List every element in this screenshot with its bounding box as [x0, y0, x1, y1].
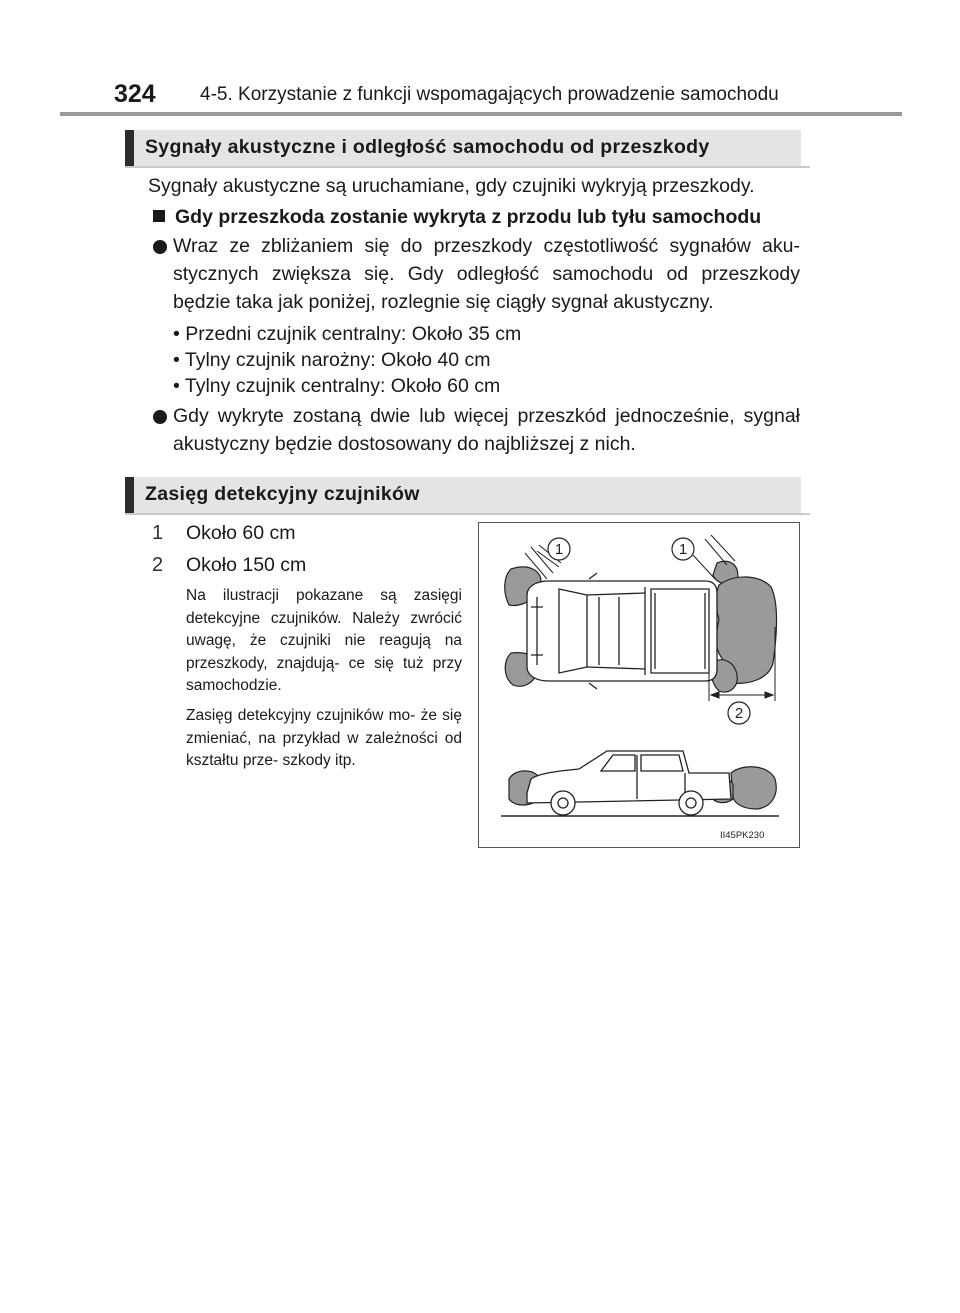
- square-bullet-icon: [153, 210, 165, 222]
- sensor-range-figure: [478, 522, 800, 848]
- callout-label: 1: [554, 541, 564, 558]
- section-heading-underline: [125, 166, 810, 168]
- section-heading-signals: [125, 130, 801, 166]
- distance-item: • Tylny czujnik centralny: Około 60 cm: [173, 375, 501, 397]
- subheading-text: Gdy przeszkoda zostanie wykryta z przodu lub tyłu samochodu: [175, 206, 762, 228]
- side-rear-zone: [731, 767, 776, 809]
- bullet-dot-icon: [153, 410, 167, 424]
- bullet-paragraph-1: Wraz ze zbliżaniem się do przeszkody częstotliwość sygnałów aku- stycznych zwiększa się. Gdy odległość samochodu od przeszkody będzie taka jak poniżej, rozlegnie się ciągły sygnał akustyczny.: [173, 235, 800, 313]
- page-number: 324: [114, 80, 156, 108]
- callout-label: 2: [734, 705, 744, 722]
- range-2-text: Około 150 cm: [186, 554, 307, 576]
- bullet-dot-icon: [153, 240, 167, 254]
- section-heading-range-text: Zasięg detekcyjny czujników: [145, 483, 420, 505]
- distance-item: • Tylny czujnik narożny: Około 40 cm: [173, 349, 491, 371]
- figure-code: II45PK230: [720, 830, 765, 841]
- truck-top-view: [527, 573, 717, 689]
- section-heading-underline: [125, 513, 810, 515]
- section-heading-range: [125, 477, 801, 513]
- note-paragraph-2: Zasięg detekcyjny czujników mo- że się zmieniać, na przykład w zależności od kształtu prze- szkody itp.: [186, 707, 462, 770]
- truck-side-view: [527, 751, 731, 815]
- note-paragraph-1: Na ilustracji pokazane są zasięgi detekcyjne czujników. Należy zwrócić uwagę, że czujniki nie reagują na przeszkody, znajdują- ce się tuż przy samochodzie.: [186, 587, 462, 695]
- bullet-paragraph-2: Gdy wykryte zostaną dwie lub więcej przeszkód jednocześnie, sygnał akustyczny będzie dostosowany do najbliższej z nich.: [173, 405, 800, 455]
- subheading: [153, 203, 761, 231]
- intro-text: Sygnały akustyczne są uruchamiane, gdy czujniki wykryją przeszkody.: [148, 175, 755, 197]
- chapter-title: 4-5. Korzystanie z funkcji wspomagających prowadzenie samochodu: [200, 84, 779, 105]
- number-1-icon: 1: [152, 522, 164, 544]
- header-rule: [60, 112, 902, 116]
- callout-label: 1: [678, 541, 688, 558]
- sensor-range-illustration: [479, 523, 801, 849]
- distance-item: • Przedni czujnik centralny: Około 35 cm: [173, 323, 522, 345]
- range-1-text: Około 60 cm: [186, 522, 296, 544]
- section-heading-signals-text: Sygnały akustyczne i odległość samochodu od przeszkody: [145, 136, 710, 158]
- number-2-icon: 2: [152, 554, 164, 576]
